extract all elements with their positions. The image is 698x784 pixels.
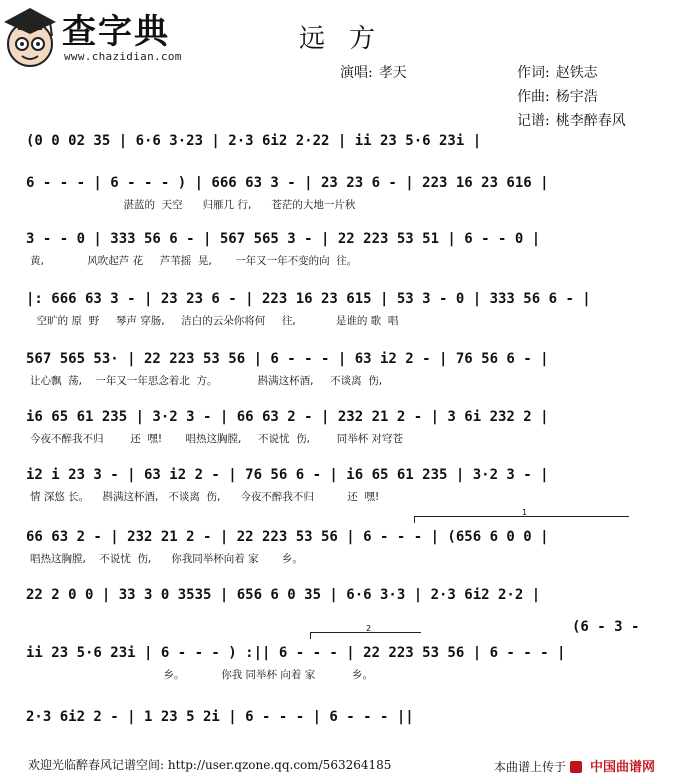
singer-credit <box>340 62 407 82</box>
transcriber-credit <box>517 110 626 130</box>
volta-bracket-1 <box>414 508 629 523</box>
volta-2-label: 2 <box>366 624 372 633</box>
transcriber-label: 记谱: <box>517 113 550 129</box>
lyric-line: 空旷的 原 野 琴声 穿肠, 洁白的云朵你将何 往, 是谁的 歌 唱 <box>30 315 399 327</box>
score-line: i6 65 61 235 | 3·2 3 - | 66 63 2 - | 232 21 2 - | 3 6i 232 2 | <box>26 409 549 425</box>
welcome-text: 欢迎光临醉春风记谱空间: http://user.qzone.qq.com/563264185 <box>28 758 392 772</box>
lyric-line: 唱热这胸膛, 不说忧 伤, 你我同举杯向着 家 乡。 <box>30 553 303 565</box>
lyricist-label: 作词: <box>517 65 550 81</box>
score-line: 3 - - 0 | 333 56 6 - | 567 565 3 - | 22 223 53 51 | 6 - - 0 | <box>26 231 541 247</box>
composer-name: 杨宇浩 <box>555 89 598 105</box>
composer-label: 作曲: <box>517 89 550 105</box>
logo-url[interactable]: www.chazidian.com <box>64 50 182 63</box>
score-line: 6 - - - | 6 - - - ) | 666 63 3 - | 23 23 6 - | 223 16 23 616 | <box>26 175 549 191</box>
song-title: 远方 <box>298 24 399 54</box>
lyric-line: 湛蓝的 天空 归雁几 行, 苍茫的大地一片秋 <box>30 199 356 211</box>
score-line: 567 565 53· | 22 223 53 56 | 6 - - - | 63 i2 2 - | 76 56 6 - | <box>26 351 549 367</box>
score-line: 66 63 2 - | 232 21 2 - | 22 223 53 56 | 6 - - - | (656 6 0 0 | <box>26 529 549 545</box>
upload-credit <box>494 756 655 775</box>
score-line: |: 666 63 3 - | 23 23 6 - | 223 16 23 615 | 53 3 - 0 | 333 56 6 - | <box>26 291 591 307</box>
lyricist-name: 赵铁志 <box>555 65 598 81</box>
lyric-line: 让心飘 荡, 一年又一年思念着北 方。 斟满这杯酒, 不谈离 伤, <box>30 375 383 387</box>
singer-label: 演唱: <box>340 65 373 81</box>
score-line: (0 0 02 35 | 6·6 3·23 | 2·3 6i2 2·22 | ii 23 5·6 23i | <box>26 133 482 149</box>
transcriber-name: 桃李醉春风 <box>555 113 626 129</box>
score-line: ii 23 5·6 23i | 6 - - - ) :|| 6 - - - | 22 223 53 56 | 6 - - - | <box>26 645 566 661</box>
brand-name[interactable]: 中国曲谱网 <box>590 760 656 775</box>
lyric-line: 乡。 你我 同举杯 向着 家 乡。 <box>30 669 373 681</box>
score-line: i2 i 23 3 - | 63 i2 2 - | 76 56 6 - | i6 65 61 235 | 3·2 3 - | <box>26 467 549 483</box>
brand-logo-icon <box>570 761 582 773</box>
lyric-line: 今夜不醉我不归 还 嘿! 唱热这胸膛, 不说忧 伤, 同举杯 对穹苍 <box>30 433 404 445</box>
upload-label: 本曲谱上传于 <box>494 760 567 774</box>
volta-bracket-2 <box>310 624 421 639</box>
volta-1-label: 1 <box>522 508 528 517</box>
composer-credit <box>517 86 598 106</box>
singer-name: 孝天 <box>378 65 407 81</box>
lyric-line: 情 深悠 长。 斟满这杯酒, 不谈离 伤, 今夜不醉我不归 还 嘿! <box>30 491 380 503</box>
lyric-line: 黄, 风吹起芦 花 芦苇摇 晃, 一年又一年不变的向 往。 <box>30 255 358 267</box>
logo-text: 查字典 <box>62 12 170 52</box>
score-line: 22 2 0 0 | 33 3 0 3535 | 656 6 0 35 | 6·6 3·3 | 2·3 6i2 2·2 | <box>26 587 541 603</box>
score-line: 2·3 6i2 2 - | 1 23 5 2i | 6 - - - | 6 - - - || <box>26 709 414 725</box>
upper-voice: (6 - 3 - <box>572 619 640 635</box>
lyricist-credit <box>517 62 598 82</box>
